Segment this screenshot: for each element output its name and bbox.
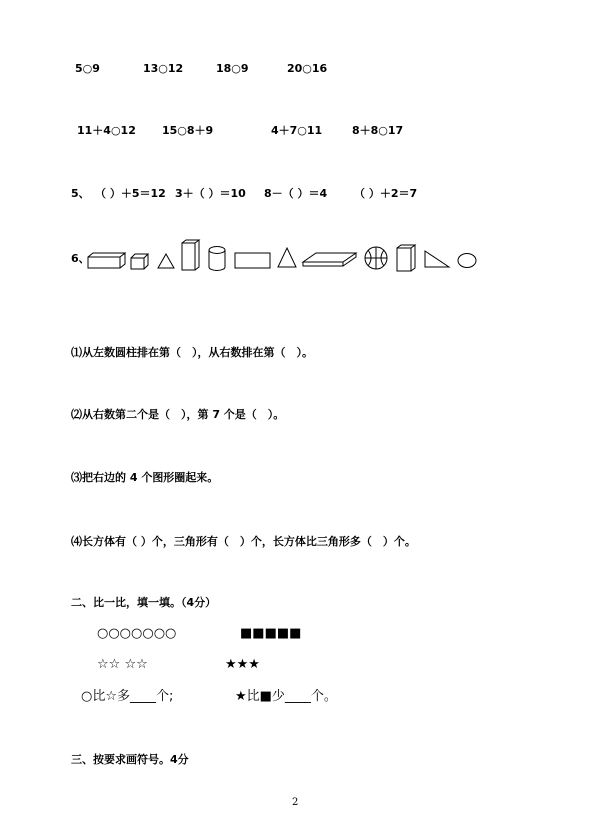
section-heading: 三、按要求画符号。4分 [71, 753, 189, 766]
q6-subquestion-4: ⑷长方体有（ ）个，三角形有（ ）个，长方体比三角形多（ ）个。 [71, 535, 416, 548]
fill-blank-equation: （ ）＋5＝12 [95, 187, 166, 200]
squares-row: ■■■■■ [240, 626, 302, 641]
flat-cuboid-icon [302, 250, 357, 268]
right-triangle-icon [423, 249, 451, 269]
ellipse-icon [457, 252, 477, 269]
compare-item: 13○12 [143, 62, 184, 75]
triangle-icon [276, 246, 298, 269]
compare-item: 15○8＋9 [162, 124, 214, 137]
q6-subquestion-3: ⑶把右边的 4 个图形圈起来。 [71, 471, 219, 484]
fill-blank-equation: 8－（ ）＝4 [264, 187, 328, 200]
compare-item: 8＋8○17 [352, 124, 404, 137]
black-stars-row: ★★★ [225, 657, 260, 672]
tall-cuboid-icon [181, 239, 201, 272]
circles-row: ○○○○○○○ [97, 626, 177, 641]
q6-subquestion-1: ⑴从左数圆柱排在第（ ），从右数排在第（ ）。 [71, 346, 313, 359]
cylinder-icon [207, 245, 227, 272]
compare-item: 11＋4○12 [77, 124, 136, 137]
white-stars-row: ☆☆ ☆☆ [97, 657, 148, 672]
fill-blank-equation: 3＋（ ）＝10 [175, 187, 246, 200]
q6-subquestion-2: ⑵从右数第二个是（ ），第 7 个是（ ）。 [71, 408, 285, 421]
q6-label: 6、 [71, 252, 90, 265]
section-heading: 二、比一比，填一填。（4分） [71, 596, 217, 609]
cube-icon [130, 253, 150, 270]
tall-cuboid-icon [396, 244, 418, 273]
ball-icon [363, 246, 391, 270]
fill-blank-equation: （ ）＋2＝7 [354, 187, 418, 200]
q5-label: 5、 [71, 187, 90, 200]
compare-item: 18○9 [216, 62, 249, 75]
cuboid-icon [87, 252, 127, 270]
compare-item: 20○16 [287, 62, 328, 75]
triangle-icon [156, 252, 176, 270]
rectangle-icon [234, 252, 271, 269]
fill-blank-sentence: ○比☆多____个; [81, 689, 174, 704]
fill-blank-sentence: ★比■少____个。 [235, 689, 337, 704]
compare-item: 5○9 [75, 62, 100, 75]
compare-item: 4＋7○11 [271, 124, 323, 137]
page-number: 2 [292, 797, 299, 808]
